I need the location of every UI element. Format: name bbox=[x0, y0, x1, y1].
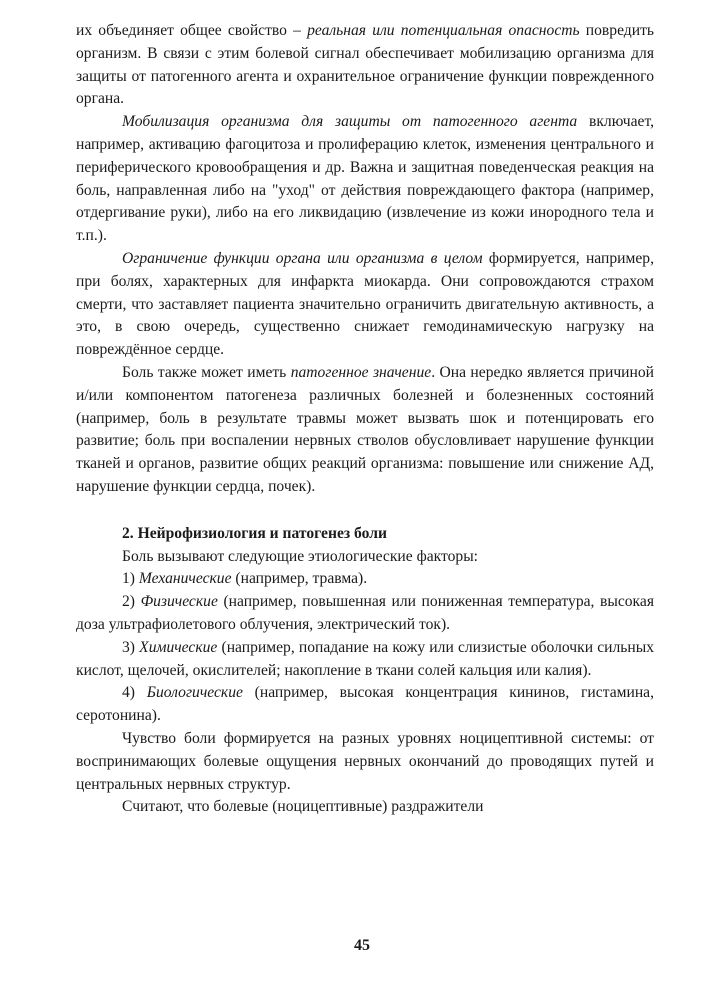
paragraph-after-list-1: Чувство боли формируется на разных уровнях ноцицептивной системы: от воспринимающих болевые ощущения нервных окончаний до проводящих путей и центральных нервных структур. bbox=[76, 729, 654, 793]
item-term: Механические bbox=[138, 570, 232, 588]
text-run: повредить организм. В связи с этим болевой сигнал обеспечивает мобилизацию организма для защиты от патогенного агента и охранительное ограничение функции поврежденного органа. bbox=[76, 22, 655, 108]
paragraph-2 bbox=[76, 111, 654, 248]
item-number: 2) bbox=[122, 593, 141, 611]
italic-run: патогенное значение bbox=[290, 363, 432, 381]
text-run: . Она нередко является причиной и/или компонентом патогенеза различных болезней и болезненных состояний (например, боль в результате травмы может вызвать шок и потенцировать его развитие; боль при воспалении нервных стволов обусловливает нарушение функции тканей и органов, развитие общих реакций организма: повышение или снижение АД, нарушение функции сердца, почек). bbox=[76, 363, 654, 495]
italic-run: Мобилизация организма для защиты от патогенного агента bbox=[122, 113, 578, 131]
list-item bbox=[76, 591, 654, 637]
italic-run: Ограничение функции органа или организма в целом bbox=[122, 249, 483, 267]
text-run: формируется, например, при болях, характерных для инфаркта миокарда. Они сопровождаются страхом смерти, что заставляет пациента значительно ограничить двигательную активность, а это, в свою очередь, существенно снижает гемодинамическую нагрузку на повреждённое сердце. bbox=[76, 249, 654, 359]
list-item bbox=[76, 637, 654, 683]
item-text: (например, травма). bbox=[231, 570, 368, 588]
italic-run: реальная или потенциальная опасность bbox=[307, 22, 580, 39]
page-body bbox=[76, 20, 654, 819]
page-number: 45 bbox=[354, 937, 370, 954]
item-term: Физические bbox=[140, 593, 218, 611]
paragraph-4 bbox=[76, 362, 654, 499]
text-run: Боль также может иметь bbox=[122, 363, 291, 381]
list-item bbox=[76, 568, 654, 591]
item-number: 3) bbox=[122, 638, 140, 656]
item-text: (например, повышенная или пониженная температура, высокая доза ультрафиолетового облучения, электрический ток). bbox=[76, 593, 654, 633]
paragraph-3 bbox=[76, 248, 654, 362]
item-term: Химические bbox=[139, 638, 218, 656]
section-intro: Боль вызывают следующие этиологические факторы: bbox=[122, 547, 479, 565]
item-term: Биологические bbox=[146, 684, 243, 702]
paragraph-1 bbox=[76, 20, 654, 111]
list-item bbox=[76, 682, 654, 728]
section-heading: 2. Нейрофизиология и патогенез боли bbox=[122, 524, 387, 542]
item-number: 1) bbox=[122, 570, 139, 588]
item-text: (например, высокая концентрация кининов, гистамина, серотонина). bbox=[76, 684, 654, 725]
item-number: 4) bbox=[122, 684, 147, 702]
item-text: (например, попадание на кожу или слизистые оболочки сильных кислот, щелочей, окислителей; накопление в ткани солей кальция или калия). bbox=[76, 638, 655, 679]
text-run: включает, например, активацию фагоцитоза и пролиферацию клеток, изменения центрального и периферического кровообращения и др. Важна и защитная поведенческая реакция на боль, направленная либо на "уход" от действия повреждающего фактора (например, отдергивание руки), либо на его ликвидацию (извлечение из кожи инородного тела и т.п.). bbox=[76, 113, 654, 245]
text-run: их объединяет общее свойство – bbox=[76, 22, 308, 39]
paragraph-after-list-2: Считают, что болевые (ноцицептивные) раздражители bbox=[122, 798, 484, 816]
